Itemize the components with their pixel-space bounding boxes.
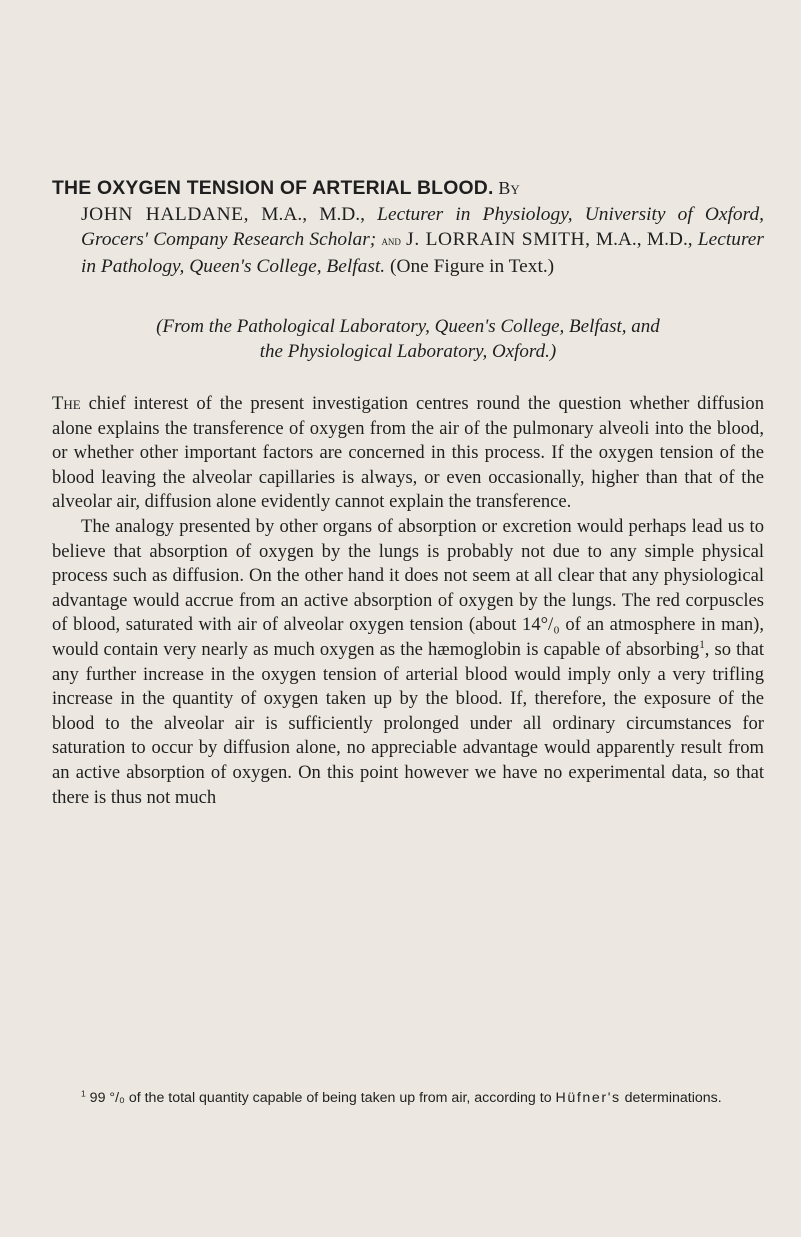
paragraph-1-text: chief interest of the present investigation centres round the question whether diffusion alone explains the transference of oxygen from the air of the pulmonary alveoli into the blood, or whether other important factors are concerned in this process. If the oxygen tension of the blood leaving the alveolar capillaries is always, or even occasionally, higher than that of the alveolar air, diffusion alone evidently cannot explain the transference. — [52, 393, 764, 513]
article-body — [52, 392, 764, 810]
paragraph-2-part-c: , so that any further increase in the oxygen tension of arterial blood would imply only a very trifling increase in the quantity of oxygen taken up by the blood. If, therefore, the exposure of the blood to the alveolar air is sufficiently prolonged under all ordinary circumstances for saturation to occur by diffusion alone, no appreciable advantage would apparently result from an active absorption of oxygen. On this point however we have no experimental data, so that there is thus not much — [52, 638, 764, 808]
laboratory-source — [52, 314, 764, 364]
article-title: THE OXYGEN TENSION OF ARTERIAL BLOOD. — [52, 177, 494, 199]
footnote-marker: 1 — [81, 1088, 86, 1099]
author2-role: Lecturer in Pathology, Queen's College, Belfast. — [81, 229, 764, 277]
paragraph-2-part-b: of an atmosphere in man), would contain very nearly as much oxygen as the hæmoglobin is capable of absorbing — [52, 614, 764, 660]
footnote — [52, 1088, 764, 1108]
paragraph-2-part-a: The analogy presented by other organs of absorption or excretion would perhaps lead us to believe that absorption of oxygen by the lungs is probably not due to any simple physical process such as diffusion. On the other hand it does not seem at all clear that any physiological advantage would accrue from an active absorption of oxygen by the lungs. The red corpuscles of blood, saturated with air of alveolar oxygen tension (about 14 — [52, 515, 764, 636]
authors-block — [52, 202, 764, 280]
author1-name: JOHN HALDANE, — [81, 203, 250, 225]
author1-role: Lecturer in Physiology, University of Oxford, Grocers' Company Research Scholar; — [81, 203, 764, 250]
percent-sign: °/₀ — [540, 614, 560, 636]
by-word: By — [498, 178, 520, 198]
author2-name: J. LORRAIN SMITH, — [406, 229, 591, 250]
drop-lead-word: The — [52, 393, 81, 414]
footnote-text-a: 99 °/₀ of the total quantity capable of being taken up from air, according to — [85, 1090, 556, 1106]
author1-degrees: M.A., M.D., — [261, 203, 365, 225]
figure-note: (One Figure in Text.) — [389, 255, 555, 277]
footnote-author-name: Hüfner's — [555, 1090, 621, 1106]
author2-degrees: M.A., M.D., — [595, 229, 693, 250]
footnote-text-b: determinations. — [620, 1090, 722, 1106]
and-word: and — [381, 233, 401, 248]
footnote-reference[interactable]: 1 — [699, 638, 705, 651]
source-line-1: (From the Pathological Laboratory, Queen's College, Belfast, and — [156, 316, 660, 337]
paragraph-1 — [52, 392, 764, 515]
article-heading — [52, 176, 764, 279]
source-line-2: the Physiological Laboratory, Oxford.) — [259, 341, 557, 362]
paragraph-2 — [52, 515, 764, 810]
